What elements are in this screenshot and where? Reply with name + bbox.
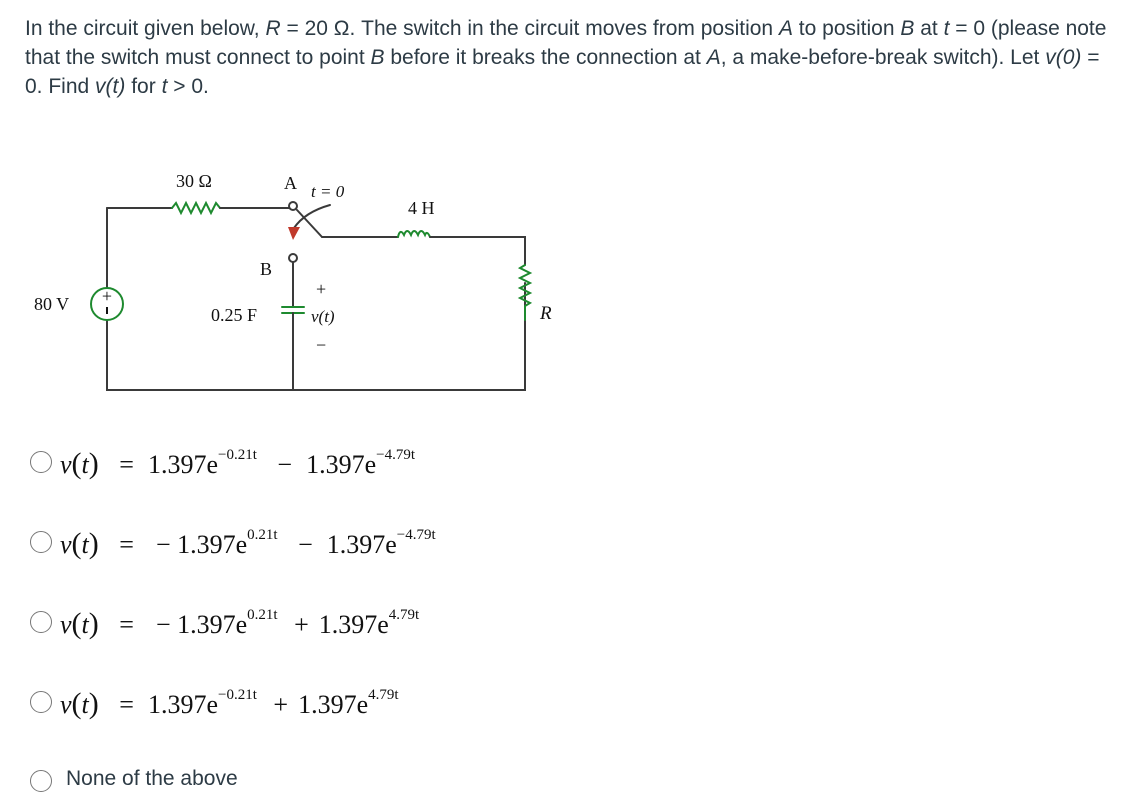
wire-right-top bbox=[430, 237, 525, 265]
switch-arrow-arc bbox=[294, 205, 330, 228]
resistor-30-label: 30 Ω bbox=[176, 171, 212, 191]
radio-button[interactable] bbox=[30, 451, 52, 473]
question-text bbox=[25, 14, 1115, 101]
formula-term-1: 1.397e bbox=[147, 690, 218, 719]
formula-term-2: 1.397e bbox=[298, 690, 369, 719]
formula-equals: = bbox=[119, 530, 134, 559]
question-var: v(t) bbox=[95, 75, 126, 98]
formula-exp-2: −4.79t bbox=[396, 527, 436, 544]
answer-option-2[interactable] bbox=[30, 527, 530, 567]
formula-exp-1: 0.21t bbox=[247, 527, 278, 544]
question-var: B bbox=[900, 17, 915, 40]
option-formula: v(t) = − $1.397e^{0.21t} - 1.397e^{-4.79t}$ bbox=[60, 527, 436, 560]
load-label: R bbox=[540, 303, 552, 324]
question-part: > 0. bbox=[167, 75, 209, 98]
formula-arg: t bbox=[81, 610, 89, 639]
question-part: In the circuit given below, bbox=[25, 17, 266, 40]
voltage-minus-label: − bbox=[316, 335, 327, 355]
radio-button[interactable] bbox=[30, 770, 52, 792]
formula-exp-2: 4.79t bbox=[368, 687, 399, 704]
formula-function: v bbox=[60, 690, 72, 719]
formula-operator: + bbox=[294, 610, 309, 639]
formula-function: v bbox=[60, 530, 72, 559]
question-var: B bbox=[370, 46, 385, 69]
formula-arg: t bbox=[81, 450, 89, 479]
circuit-diagram bbox=[0, 160, 620, 400]
switch-time-label: t = 0 bbox=[311, 182, 345, 201]
formula-function: v bbox=[60, 610, 72, 639]
answer-option-4[interactable] bbox=[30, 687, 530, 727]
formula-arg: t bbox=[81, 530, 89, 559]
question-var: A bbox=[778, 17, 793, 40]
formula-term-1: − 1.397e bbox=[155, 530, 248, 559]
node-a-label: A bbox=[284, 173, 297, 193]
none-option-label: None of the above bbox=[66, 767, 238, 790]
node-b-label: B bbox=[260, 259, 273, 279]
node-a-terminal bbox=[289, 202, 297, 210]
question-part: = 0 (please note that the switch must connect to point bbox=[25, 17, 1107, 69]
question-part: before it breaks the connection at bbox=[384, 46, 707, 69]
formula-exp-2: 4.79t bbox=[388, 607, 420, 624]
node-b-terminal bbox=[289, 254, 297, 262]
question-part: to position bbox=[792, 17, 901, 40]
resistor-30 bbox=[172, 203, 220, 213]
formula-equals: = bbox=[119, 610, 134, 639]
question-var: t bbox=[943, 17, 950, 40]
formula-term-2: 1.397e bbox=[318, 610, 389, 639]
capacitor-label: 0.25 F bbox=[211, 305, 258, 325]
formula-term-2: 1.397e bbox=[306, 450, 377, 479]
radio-button[interactable] bbox=[30, 531, 52, 553]
question-var: t bbox=[161, 75, 168, 98]
source-label: 80 V bbox=[34, 294, 70, 314]
radio-button[interactable] bbox=[30, 691, 52, 713]
formula-function: v bbox=[60, 450, 72, 479]
answer-option-none[interactable] bbox=[30, 767, 330, 807]
formula-operator: − bbox=[277, 450, 293, 479]
formula-operator: + bbox=[273, 690, 289, 719]
formula-exp-1: 0.21t bbox=[247, 607, 278, 624]
answer-option-1[interactable] bbox=[30, 447, 530, 487]
formula-equals: = bbox=[119, 690, 134, 719]
question-var: R bbox=[265, 17, 281, 40]
question-part: at bbox=[914, 17, 944, 40]
radio-button[interactable] bbox=[30, 611, 52, 633]
source-plus-sign: + bbox=[101, 286, 113, 306]
formula-term-1: − 1.397e bbox=[155, 610, 248, 639]
formula-operator: − bbox=[298, 530, 313, 559]
formula-term-2: 1.397e bbox=[326, 530, 397, 559]
formula-arg: t bbox=[81, 690, 89, 719]
question-part: , a make-before-break switch). Let bbox=[720, 46, 1046, 69]
switch-arrow-head bbox=[288, 227, 300, 240]
formula-exp-1: −0.21t bbox=[218, 687, 257, 704]
voltage-label: v(t) bbox=[311, 307, 335, 326]
formula-exp-2: −4.79t bbox=[376, 447, 415, 464]
option-formula: v(t) = − $1.397e^{0.21t} + 1.397e^{4.79t}$ bbox=[60, 607, 420, 640]
voltage-plus-label: + bbox=[316, 279, 327, 299]
question-part: = 0. Find bbox=[25, 46, 1100, 98]
question-var: v(0) bbox=[1045, 46, 1082, 69]
question-part: = 20 Ω. The switch in the circuit moves from position bbox=[280, 17, 779, 40]
formula-term-1: 1.397e bbox=[147, 450, 218, 479]
formula-equals: = bbox=[119, 450, 134, 479]
question-var: A bbox=[706, 46, 721, 69]
question-part: for bbox=[125, 75, 162, 98]
inductor-label: 4 H bbox=[408, 198, 435, 218]
option-formula: $v(t) = 1.397e^{-0.21t} + 1.397e^{4.79t}$ bbox=[60, 687, 399, 720]
formula-exp-1: −0.21t bbox=[218, 447, 257, 464]
option-formula: $v(t) = 1.397e^{-0.21t} - 1.397e^{-4.79t}$ bbox=[60, 447, 415, 480]
inductor-4h bbox=[398, 231, 430, 237]
answer-option-3[interactable] bbox=[30, 607, 530, 647]
